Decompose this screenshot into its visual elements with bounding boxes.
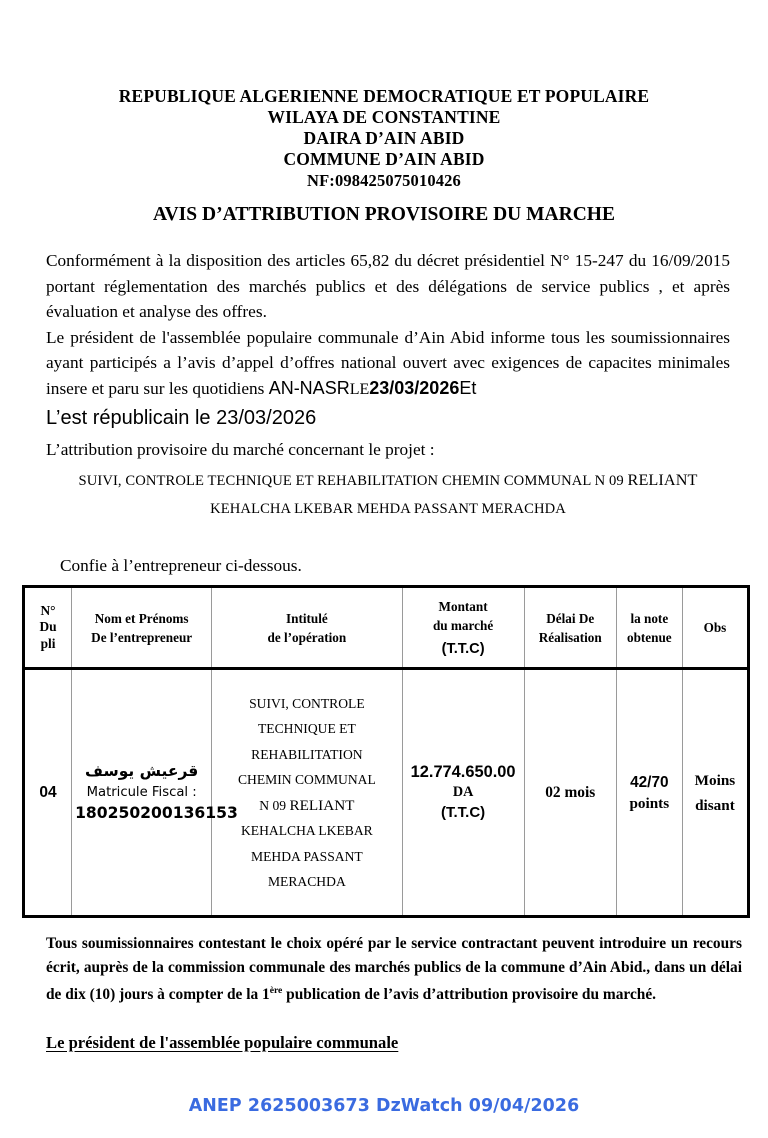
obs-line-2: disant (695, 796, 735, 814)
page-title: AVIS D’ATTRIBUTION PROVISOIRE DU MARCHE (153, 204, 615, 225)
cell-delai: 02 mois (524, 669, 616, 917)
col-header-operation (212, 587, 402, 669)
col-header-pli-number-l1: N° (40, 602, 56, 618)
award-table-zone (0, 585, 768, 918)
operation-line-3: REHABILITATION (251, 746, 363, 762)
col-header-pli-number (24, 587, 72, 669)
operation-description (215, 691, 398, 895)
document-body (0, 248, 768, 576)
note-unit: points (629, 794, 670, 812)
operation-line-6: RELIANT (289, 796, 355, 814)
col-header-contractor-name-l1: Nom et Prénoms (94, 610, 189, 626)
col-header-amount (402, 587, 524, 669)
header-line-commune: COMMUNE D’AIN ABID (283, 149, 485, 169)
col-header-note-l1: la note (630, 610, 669, 626)
announcement-text: Le président de l'assemblée populaire communale d’Ain Abid informe tous les soumissionnaires ayant participés a l’avis d’appel d’offres national ouvert avec exigences de capacites minimales insere et paru sur les quotidiens (46, 327, 730, 398)
recourse-superscript: ère (269, 985, 283, 996)
col-header-note-l2: obtenue (626, 629, 672, 645)
amount-currency: DA (452, 784, 474, 800)
et-label: Et (459, 377, 477, 398)
operation-line-4: CHEMIN COMMUNAL (237, 772, 376, 787)
col-header-delai (524, 587, 616, 669)
col-header-pli-number-l2: Du (39, 619, 57, 635)
newspaper-name: AN-NASR (268, 377, 350, 398)
amount-value: 12.774.650.00 (410, 763, 516, 781)
col-header-pli-number-l3: pli (40, 635, 56, 651)
signature-block (0, 1007, 768, 1053)
col-header-note (616, 587, 682, 669)
publication-date: 23/03/2026 (369, 377, 460, 398)
recourse-text-part2: publication de l’avis d’attribution provisoire du marché. (282, 986, 657, 1004)
cell-contractor-name (72, 669, 238, 917)
cell-note (616, 669, 682, 917)
amount-ttc-label: (T.T.C) (440, 804, 486, 821)
col-header-contractor-name-l2: De l’entrepreneur (91, 629, 193, 645)
operation-line-1: SUIVI, CONTROLE (249, 695, 365, 711)
project-title-line1-part2: RELIANT (627, 471, 698, 489)
col-header-operation-l1: Intitulé (285, 610, 328, 626)
award-table-head (24, 587, 749, 669)
col-header-amount-l1: Montant (438, 598, 488, 614)
col-header-delai-l2: Réalisation (538, 629, 602, 645)
operation-line-9: MERACHDA (267, 874, 346, 889)
header-line-nf: NF:098425075010426 (307, 171, 461, 190)
le-label: LE (349, 380, 370, 398)
col-header-amount-l3: (T.T.C) (441, 640, 485, 657)
project-title (46, 466, 730, 523)
col-header-operation-l2: de l’opération (267, 629, 347, 645)
operation-line-8: MEHDA PASSANT (251, 848, 363, 864)
confie-line: Confie à l’entrepreneur ci-dessous. (60, 556, 302, 575)
project-title-line1-part1: SUIVI, CONTROLE TECHNIQUE ET REHABILITATION CHEMIN COMMUNAL N 09 (78, 473, 628, 489)
cell-pli-number: 04 (24, 669, 72, 917)
award-table (22, 585, 750, 918)
cell-amount (402, 669, 524, 917)
matricule-fiscal-label: Matricule Fiscal : (86, 785, 197, 800)
obs-line-1: Moins (694, 771, 736, 789)
project-title-line2: KEHALCHA LKEBAR MEHDA PASSANT MERACHDA (210, 501, 566, 517)
header-line-republic: REPUBLIQUE ALGERIENNE DEMOCRATIQUE ET POPULAIRE (118, 86, 650, 106)
cell-obs (682, 669, 748, 917)
anep-footer: ANEP 2625003673 DzWatch 09/04/2026 (188, 1096, 580, 1116)
col-header-amount-l2: du marché (432, 617, 494, 633)
col-header-obs (682, 587, 748, 669)
operation-line-7: KEHALCHA LKEBAR (240, 823, 373, 838)
matricule-fiscal-value: 180250200136153 (75, 804, 238, 822)
recourse-text-part1: Tous soumissionnaires contestant le choix opéré par le service contractant peuvent introduire un recours écrit, auprès de la commission communale des marchés publics de la commune d’Ain Abid., dans un délai de dix (10) jours à compter de la 1 (46, 935, 742, 1004)
contractor-name-arabic: قرعيش يوسف (85, 762, 199, 780)
signature-label: Le président de l'assemblée populaire communale (46, 1032, 399, 1052)
recourse-paragraph (0, 932, 768, 1007)
cell-operation (212, 669, 402, 917)
award-table-body (24, 669, 749, 917)
col-header-delai-l1: Délai De (546, 610, 595, 626)
intro-paragraph-announcement (46, 325, 730, 403)
col-header-obs-l1: Obs (703, 620, 727, 635)
col-header-contractor-name (72, 587, 212, 669)
table-header-row (24, 587, 749, 669)
table-row (24, 669, 749, 917)
intro-paragraph-decree: Conformément à la disposition des articles 65,82 du décret présidentiel N° 15-247 du 16/09/2015 portant réglementation des marchés publics et des délégations de service publics , et après évaluation et analyse des offres. (46, 251, 730, 321)
header-line-daira: DAIRA D’AIN ABID (303, 128, 465, 148)
header-line-wilaya: WILAYA DE CONSTANTINE (267, 107, 501, 127)
operation-line-2: TECHNIQUE ET (257, 721, 356, 736)
document-header (0, 0, 768, 227)
second-newspaper-line: L’est républicain le 23/03/2026 (46, 407, 317, 429)
note-fraction: 42/70 (630, 773, 669, 791)
attribution-line: L’attribution provisoire du marché concernant le projet : (46, 440, 435, 459)
operation-line-5: N 09 (259, 797, 290, 813)
